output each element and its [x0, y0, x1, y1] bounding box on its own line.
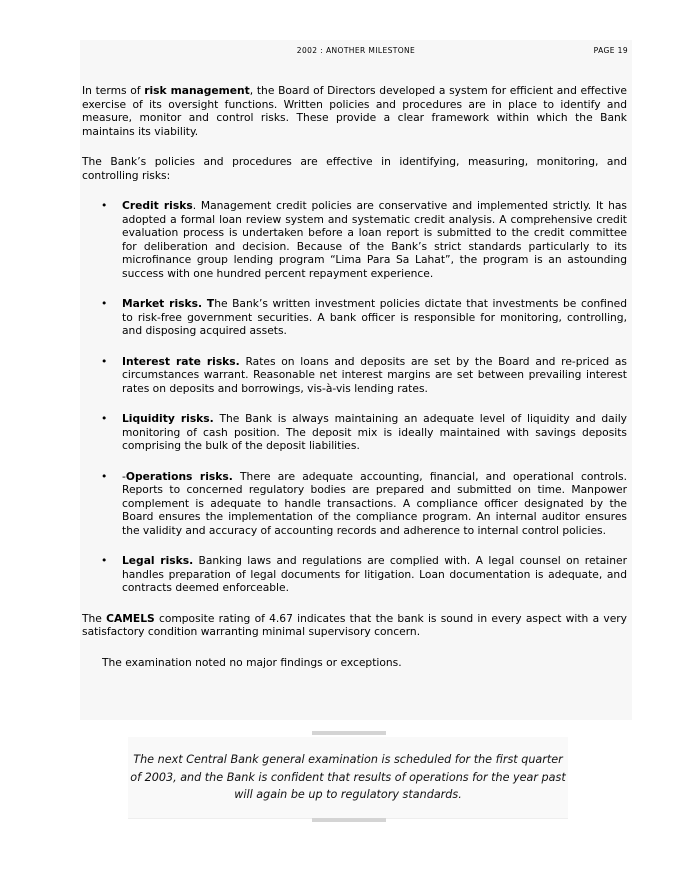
intro-text-end: , the Board of Directors developed a system for efficient and effective exercise of its oversight functions. Written policies and procedures are in place to identify and measure, monitor and control risks. These provide a clear framework within which the Bank maintains its viability. — [82, 84, 627, 138]
policies-paragraph: The Bank’s policies and procedures are effective in identifying, measuring, monitoring, and controlling risks: — [82, 155, 627, 182]
risk-title: Interest rate risks. — [122, 354, 240, 368]
intro-text-start: In terms of — [82, 84, 145, 97]
risk-text: Rates on loans and deposits are set by the Board and re-priced as circumstances warrant. Reasonable net interest margins are set between prevailing interest rates on deposits and borrowings, vis-à-vis lending rates. — [122, 354, 627, 395]
risk-text: The Bank is always maintaining an adequate level of liquidity and daily monitoring of cash position. The deposit mix is ideally maintained with savings deposits comprising the bulk of the deposit liabilities. — [122, 412, 627, 452]
running-title: 2002 : ANOTHER MILESTONE — [296, 46, 416, 55]
intro-bold: risk management — [144, 84, 250, 97]
risk-title: Credit risks — [122, 199, 193, 212]
page-number: PAGE 19 — [593, 46, 628, 55]
risk-item-operations — [82, 470, 627, 538]
intro-paragraph — [82, 84, 627, 138]
camels-text-start: The — [82, 611, 107, 625]
risk-title: Legal risks. — [122, 554, 194, 567]
bullet-icon: • — [101, 354, 108, 368]
pull-quote — [128, 737, 568, 819]
risk-item-interest-rate — [82, 355, 627, 396]
risk-prefix: - — [122, 469, 126, 483]
risk-item-legal — [82, 554, 627, 595]
risk-item-liquidity — [82, 412, 627, 453]
exam-note: The examination noted no major findings or exceptions. — [102, 655, 402, 669]
camels-paragraph — [82, 612, 627, 639]
quote-rule-bottom — [312, 818, 386, 822]
bullet-icon: • — [101, 554, 108, 567]
risk-list — [82, 199, 627, 595]
pull-quote-text: The next Central Bank general examination is scheduled for the first quarter of 2003, and the Bank is confident that results of operations for the year past will again be up to regulatory standards. — [130, 753, 566, 801]
quote-rule-top — [312, 731, 386, 735]
risk-title: Market risks. T — [122, 297, 215, 310]
risk-text: . Management credit policies are conservative and implemented strictly. It has adopted a formal loan review system and systematic credit analysis. A comprehensive credit evaluation process is undertaken before a loan report is submitted to the credit committee for deliberation and decision. Because of the Bank’s strict standards particularly to its microfinance group lending program “Lima Para Sa Lahat”, the program is an astounding success with one hundred percent repayment experience. — [122, 199, 627, 280]
risk-title: Operations risks. — [125, 469, 233, 483]
risk-item-market — [82, 297, 627, 338]
risk-title: Liquidity risks. — [122, 412, 214, 425]
document-body — [82, 84, 627, 686]
bullet-icon: • — [101, 412, 108, 425]
risk-text: Banking laws and regulations are complied with. A legal counsel on retainer handles preparation of legal documents for litigation. Loan documentation is adequate, and contracts deemed enforceable. — [122, 554, 627, 594]
risk-text: There are adequate accounting, financial, and operational controls. Reports to concerned regulatory bodies are prepared and submitted on time. Manpower complement is adequate to handle transactions. A compliance officer designated by the Board ensures the implementation of the compliance program. An internal auditor ensures the validity and accuracy of accounting records and adherence to internal control policies. — [122, 469, 627, 537]
bullet-icon: • — [101, 469, 108, 483]
bullet-icon: • — [101, 199, 108, 212]
camels-bold: CAMELS — [106, 611, 155, 625]
bullet-icon: • — [101, 297, 108, 310]
risk-item-credit — [82, 199, 627, 280]
risk-text: he Bank’s written investment policies dictate that investments be confined to risk-free government securities. A bank officer is responsible for monitoring, controlling, and disposing acquired assets. — [122, 297, 627, 337]
camels-text-end: composite rating of 4.67 indicates that the bank is sound in every aspect with a very satisfactory condition warranting minimal supervisory concern. — [82, 611, 627, 638]
